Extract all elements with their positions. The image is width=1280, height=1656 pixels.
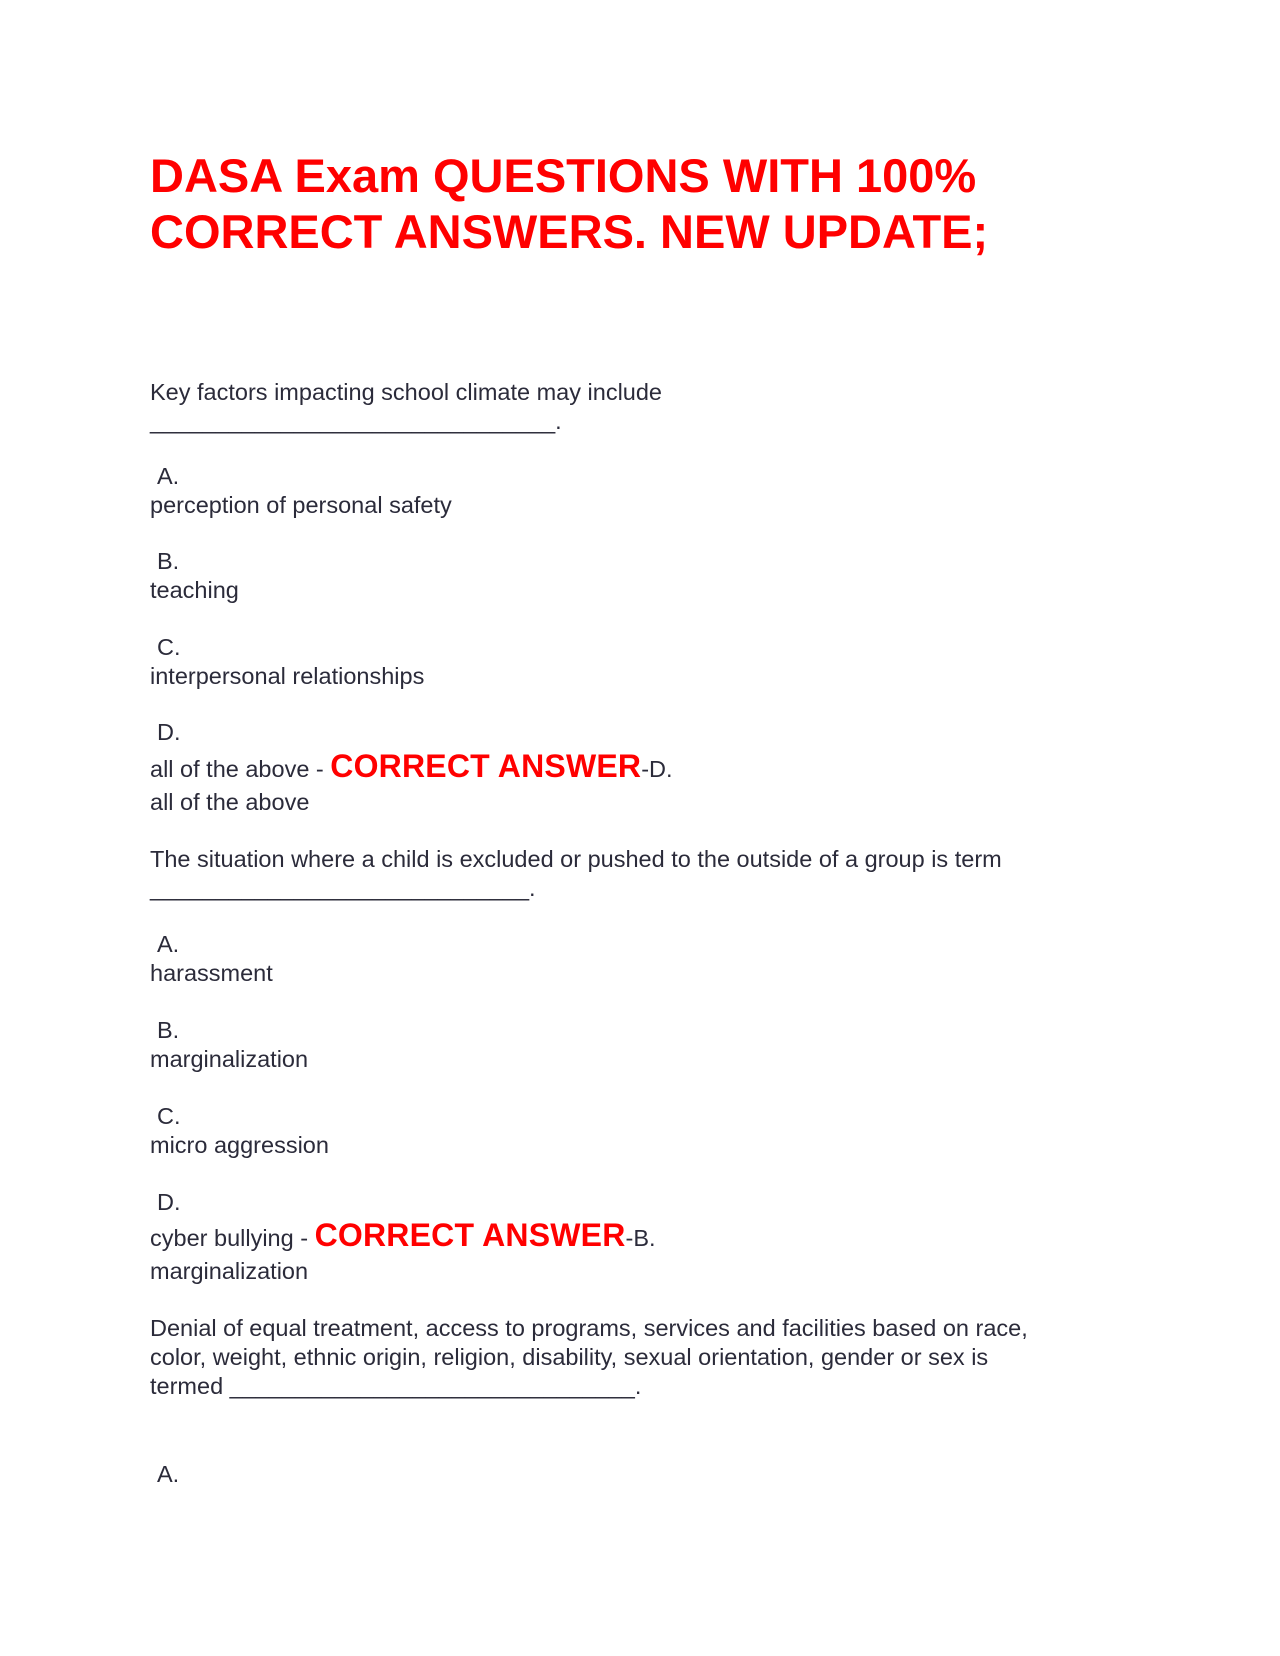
question-2-answer-suffix: -B.: [625, 1225, 656, 1251]
question-2-correct-answer-label: CORRECT ANSWER: [314, 1217, 626, 1253]
document-title: DASA Exam QUESTIONS WITH 100% CORRECT ANSWERS. NEW UPDATE;: [150, 149, 989, 258]
question-1-answer-line: [150, 748, 673, 787]
question-2-option-c-letter: C.: [157, 1103, 181, 1129]
question-2-answer-line: [150, 1217, 656, 1256]
question-3-prompt: Denial of equal treatment, access to programs, services and facilities based on race, color, weight, ethnic origin, religion, disability, sexual orientation, gender or sex is termed _______________________________.: [150, 1315, 1028, 1399]
question-2-option-c-text: micro aggression: [150, 1132, 329, 1158]
question-2-option-a-letter: A.: [157, 931, 180, 957]
question-1-answer-suffix: -D.: [641, 756, 673, 782]
question-2-option-b-text: marginalization: [150, 1046, 309, 1072]
question-1-answer-text: all of the above: [150, 789, 310, 815]
question-1-option-a-letter: A.: [157, 463, 180, 489]
question-1-prompt: Key factors impacting school climate may include _______________________________.: [150, 379, 662, 434]
question-1-correct-answer-label: CORRECT ANSWER: [330, 748, 642, 784]
question-1-option-a-text: perception of personal safety: [150, 492, 452, 518]
question-1-option-c-letter: C.: [157, 634, 181, 660]
question-2-answer-text: marginalization: [150, 1258, 309, 1284]
question-2-option-d-text: cyber bullying -: [150, 1225, 315, 1251]
question-3-option-a-letter: A.: [157, 1461, 180, 1487]
question-2-prompt: The situation where a child is excluded or pushed to the outside of a group is term _____________________________.: [150, 846, 1002, 901]
question-1-option-b-text: teaching: [150, 577, 239, 603]
question-1-option-d-text: all of the above -: [150, 756, 331, 782]
question-2-option-d-letter: D.: [157, 1189, 181, 1215]
question-1-option-d-letter: D.: [157, 719, 181, 745]
question-2-option-b-letter: B.: [157, 1017, 180, 1043]
question-1-option-c-text: interpersonal relationships: [150, 663, 425, 689]
question-1-option-b-letter: B.: [157, 548, 180, 574]
question-2-option-a-text: harassment: [150, 960, 273, 986]
